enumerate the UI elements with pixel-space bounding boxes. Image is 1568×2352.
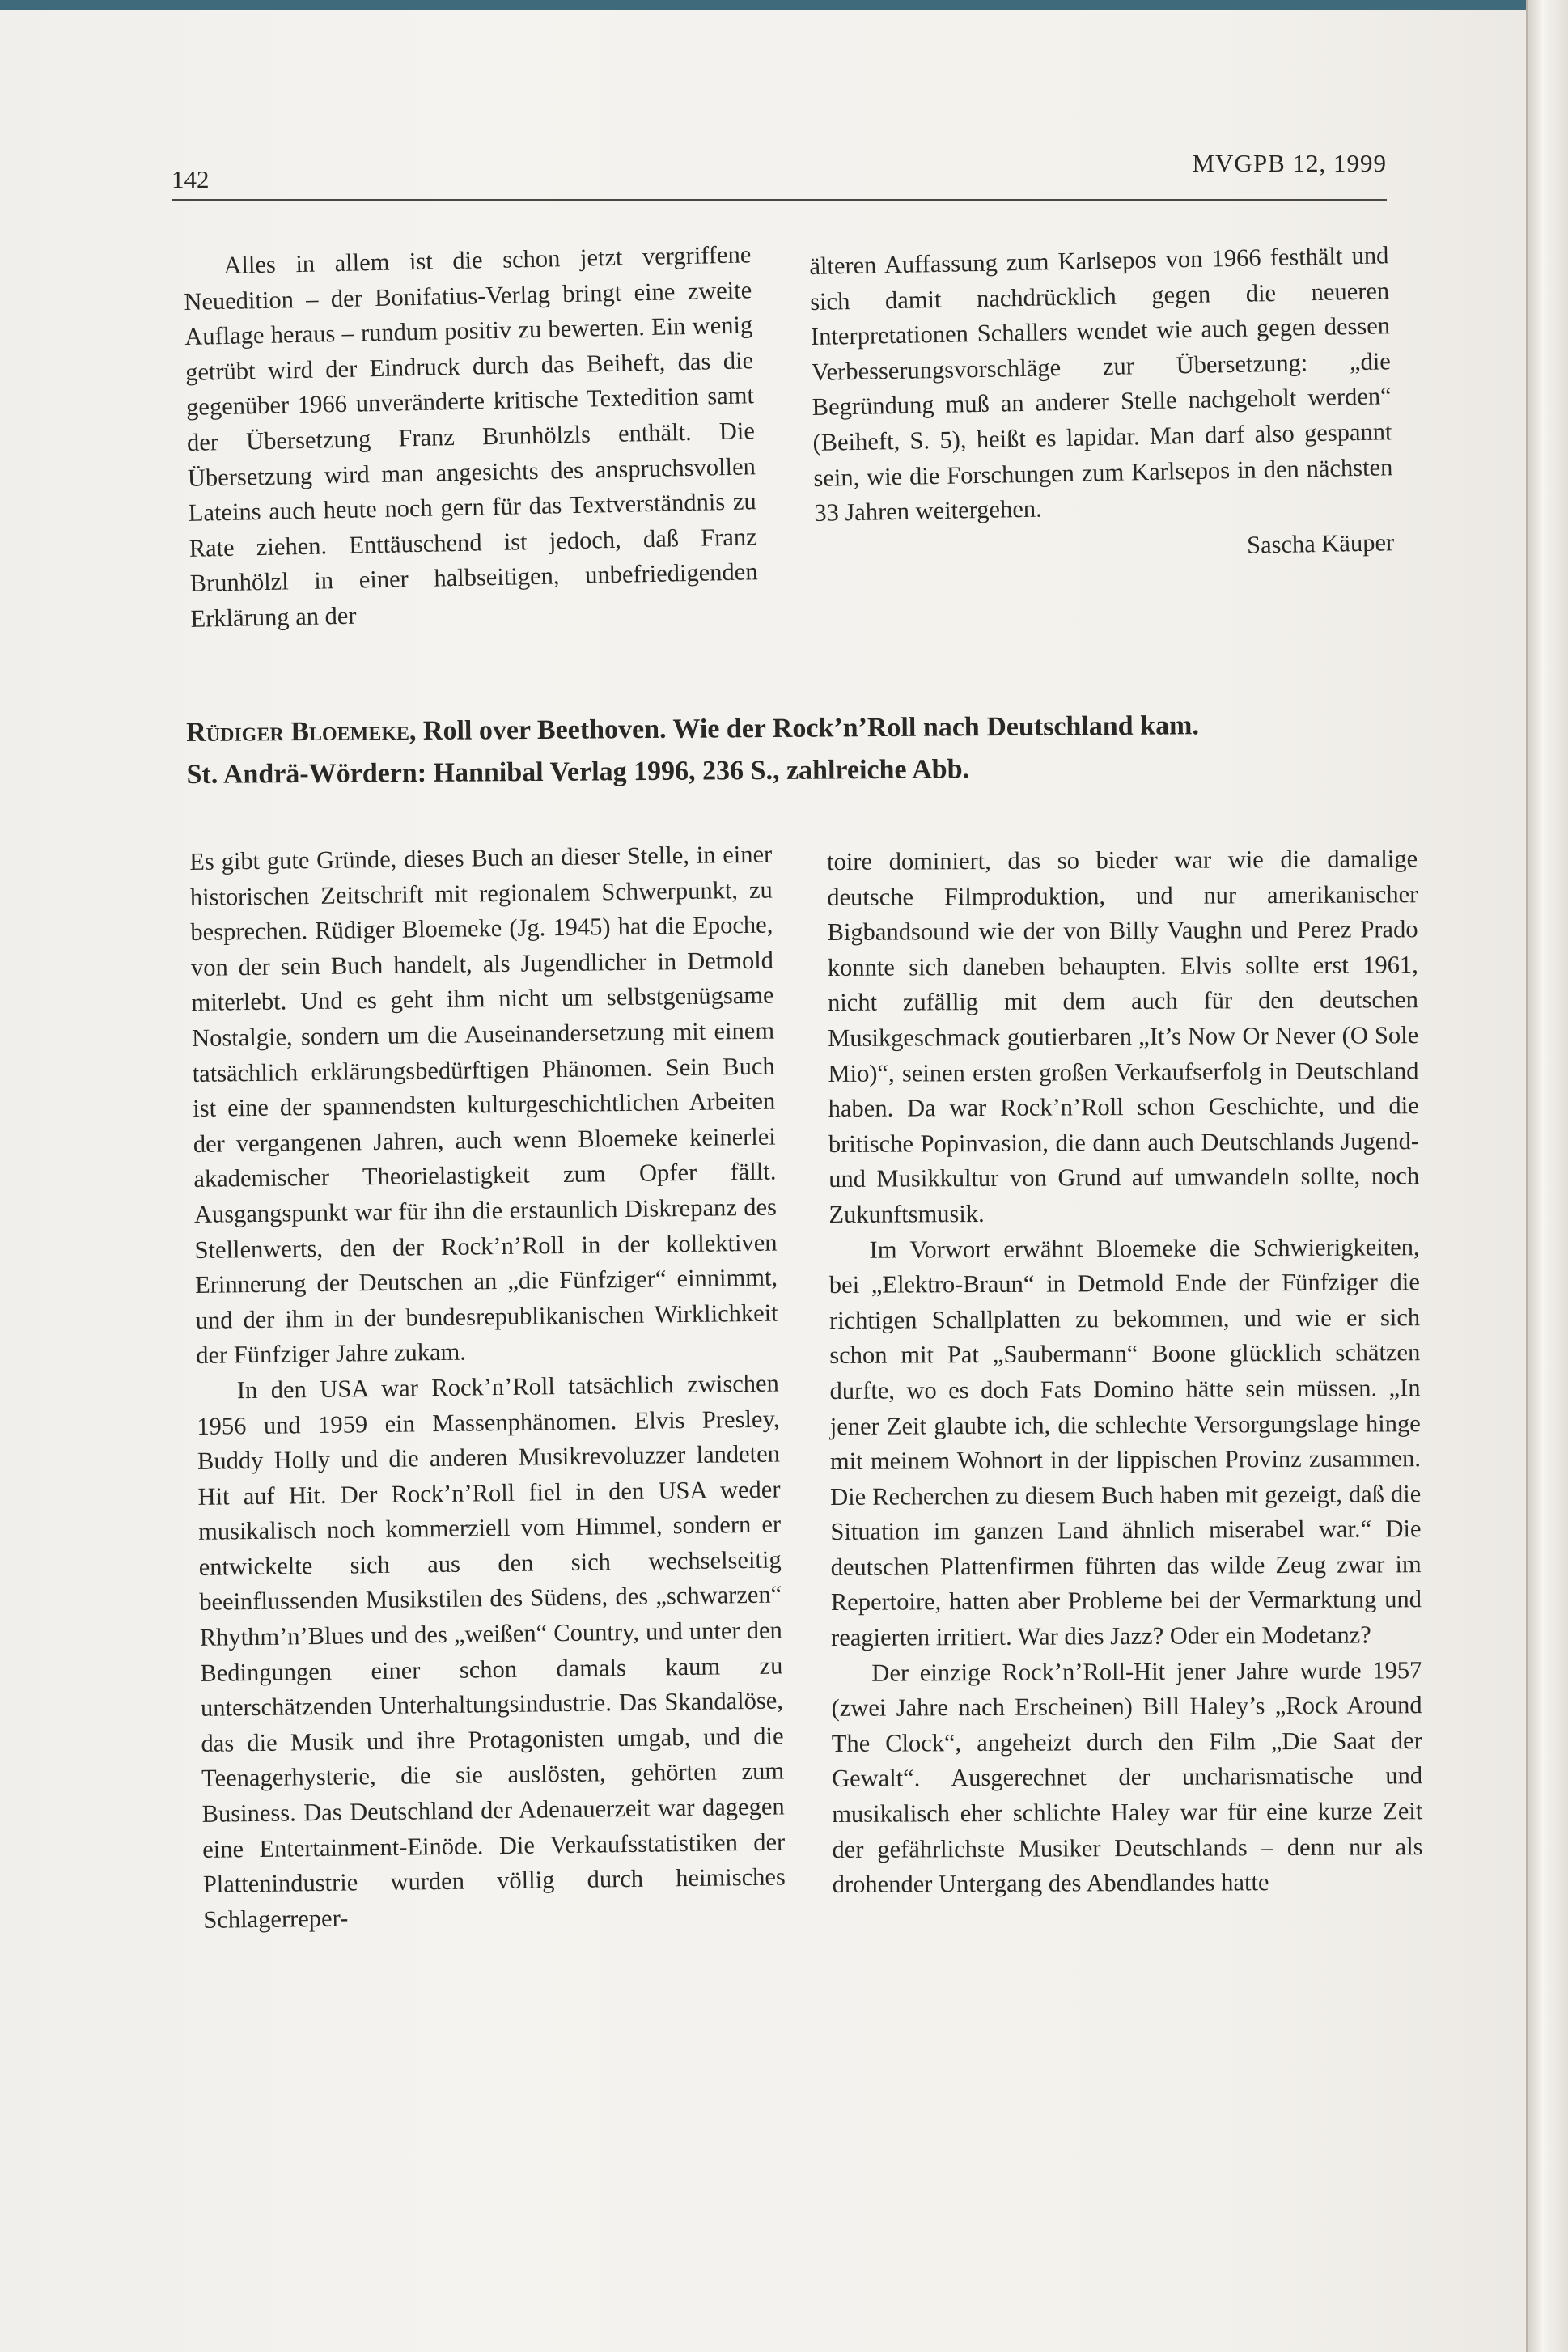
page-edge [1526, 0, 1568, 2352]
paragraph: Es gibt gute Gründe, dieses Buch an dieser Stelle, in einer historischen Zeitschrift mit regionalem Schwerpunkt, zu besprechen. Rüdiger Bloemeke (Jg. 1945) hat die Epoche, von der sein Buch handelt, als Jugendlicher in Detmold miterlebt. Und es geht ihm nicht um selbstgenügsame Nostalgie, sondern um die Auseinandersetzung mit einem tatsächlich erklärungsbedürftigen Phänomen. Sein Buch ist eine der spannendsten kulturgeschichtlichen Arbeiten der vergangenen Jahren, auch wenn Bloemeke keinerlei akademischer Theorielastigkeit zum Opfer fällt. Ausgangspunkt war für ihn die erstaunlich Diskrepanz des Stellenwerts, den der Rock’n’Roll in der kollektiven Erinnerung der Deutschen an „die Fünfziger“ einnimmt, und der ihm in der bundesrepublikanischen Wirklichkeit der Fünfziger Jahre zukam. [189, 840, 778, 1370]
right-column [827, 841, 1423, 1903]
paragraph: Im Vorwort erwähnt Bloemeke die Schwierigkeiten, bei „Elektro-Braun“ in Detmold Ende der Fünfziger die richtigen Schallplatten zu bekommen, und wie er sich schon mit Pat „Saubermann“ Boone glücklich schätzen durfte, wo es doch Fats Domino hätte sein müssen. „In jener Zeit glaubte ich, die schlechte Versorgungslage hinge mit meinem Wohnort in der lippischen Provinz zusammen. Die Recherchen zu diesem Buch haben mit gezeigt, daß die Situation im ganzen Land ähnlich miserabel war.“ Die deutschen Plattenfirmen führten das wilde Zeug zwar im Repertoire, hatten aber Probleme bei der Vermarktung und reagierten irritiert. War dies Jazz? Oder ein Modetanz? [828, 1232, 1422, 1652]
book-title: , Roll over Beethoven. Wie der Rock’n’Roll nach Deutschland kam. [409, 710, 1200, 747]
scan-top-edge [0, 0, 1568, 10]
top-right-column [809, 238, 1395, 571]
book-publication: St. Andrä-Wördern: Hannibal Verlag 1996, 236 S., zahlreiche Abb. [186, 754, 970, 790]
review-heading [186, 703, 1417, 796]
page [0, 10, 1526, 2352]
page-number: 142 [172, 165, 210, 193]
top-left-column [183, 237, 759, 637]
book-author: Rüdiger Bloemeke [186, 716, 410, 748]
paragraph: Alles in allem ist die schon jetzt vergriffene Neuedition – der Bonifatius-Verlag bringt eine zweite Auflage heraus – rundum positiv zu bewerten. Ein wenig getrübt wird der Eindruck durch das Beiheft, das die gegenüber 1966 unveränderte kritische Textedition samt der Übersetzung Franz Brunhölzls enthält. Die Übersetzung wird man angesichts des anspruchsvollen Lateins auch heute noch gern für das Textverständnis zu Rate ziehen. Enttäuschend ist jedoch, daß Franz Brunhölzl in einer halbseitigen, unbefriedigenden Erklärung an der [183, 240, 758, 633]
reviewer-signature: Sascha Käuper [1246, 528, 1395, 559]
paragraph: älteren Auffassung zum Karlsepos von 1966 festhält und sich damit nachdrücklich gegen die neueren Interpretationen Schallers wendet wie auch gegen dessen Verbesserungsvorschläge zur Übersetzung: „die Begründung muß an anderer Stelle nachgeholt werden“ (Beiheft, S. 5), heißt es lapidar. Man darf also gespannt sein, wie die Forschungen zum Karlsepos in den nächsten 33 Jahren weitergehen. [809, 241, 1393, 528]
left-column [189, 837, 786, 1939]
journal-citation: MVGPB 12, 1999 [1192, 149, 1387, 177]
paragraph: In den USA war Rock’n’Roll tatsächlich zwischen 1956 und 1959 ein Massenphänomen. Elvis Presley, Buddy Holly und die anderen Musikrevoluzzer landeten Hit auf Hit. Der Rock’n’Roll fiel in den USA weder musikalisch noch kommerziell vom Himmel, sondern er entwickelte sich aus den sich wechselseitig beeinflussenden Musikstilen des Südens, des „schwarzen“ Rhythm’n’Blues und des „weißen“ Country, und unter den Bedingungen einer schon damals kaum zu unterschätzenden Unterhaltungsindustrie. Das Skandalöse, das die Musik und ihre Protagonisten umgab, und die Teenagerhysterie, die sie auslösten, gehörten zum Business. Das Deutschland der Adenauerzeit war dagegen eine Entertainment-Einöde. Die Verkaufsstatistiken der Plattenindustrie wurden völlig durch heimisches Schlagerreper- [197, 1369, 786, 1934]
paragraph: toire dominiert, das so bieder war wie die damalige deutsche Filmproduktion, und nur amerikanischer Bigbandsound wie der von Billy Vaughn und Perez Prado konnte sich daneben behaupten. Elvis sollte erst 1961, nicht zufällig mit dem auch für den deutschen Musikgeschmack goutierbaren „It’s Now Or Never (O Sole Mio)“, seinen ersten großen Verkaufserfolg in Deutschland haben. Da war Rock’n’Roll schon Geschichte, und die britische Popinvasion, die dann auch Deutschlands Jugend- und Musikkultur von Grund auf umwandeln sollte, noch Zukunftsmusik. [827, 845, 1420, 1228]
running-header [172, 139, 1387, 201]
paragraph: Der einzige Rock’n’Roll-Hit jener Jahre wurde 1957 (zwei Jahre nach Erscheinen) Bill Haley’s „Rock Around The Clock“, angeheizt durch den Film „Die Saat der Gewalt“. Ausgerechnet der uncharismatische und musikalisch eher schlichte Haley war für eine kurze Zeit der gefährlichste Musiker Deutschlands – denn nur als drohender Untergang des Abendlandes hatte [831, 1655, 1423, 1899]
